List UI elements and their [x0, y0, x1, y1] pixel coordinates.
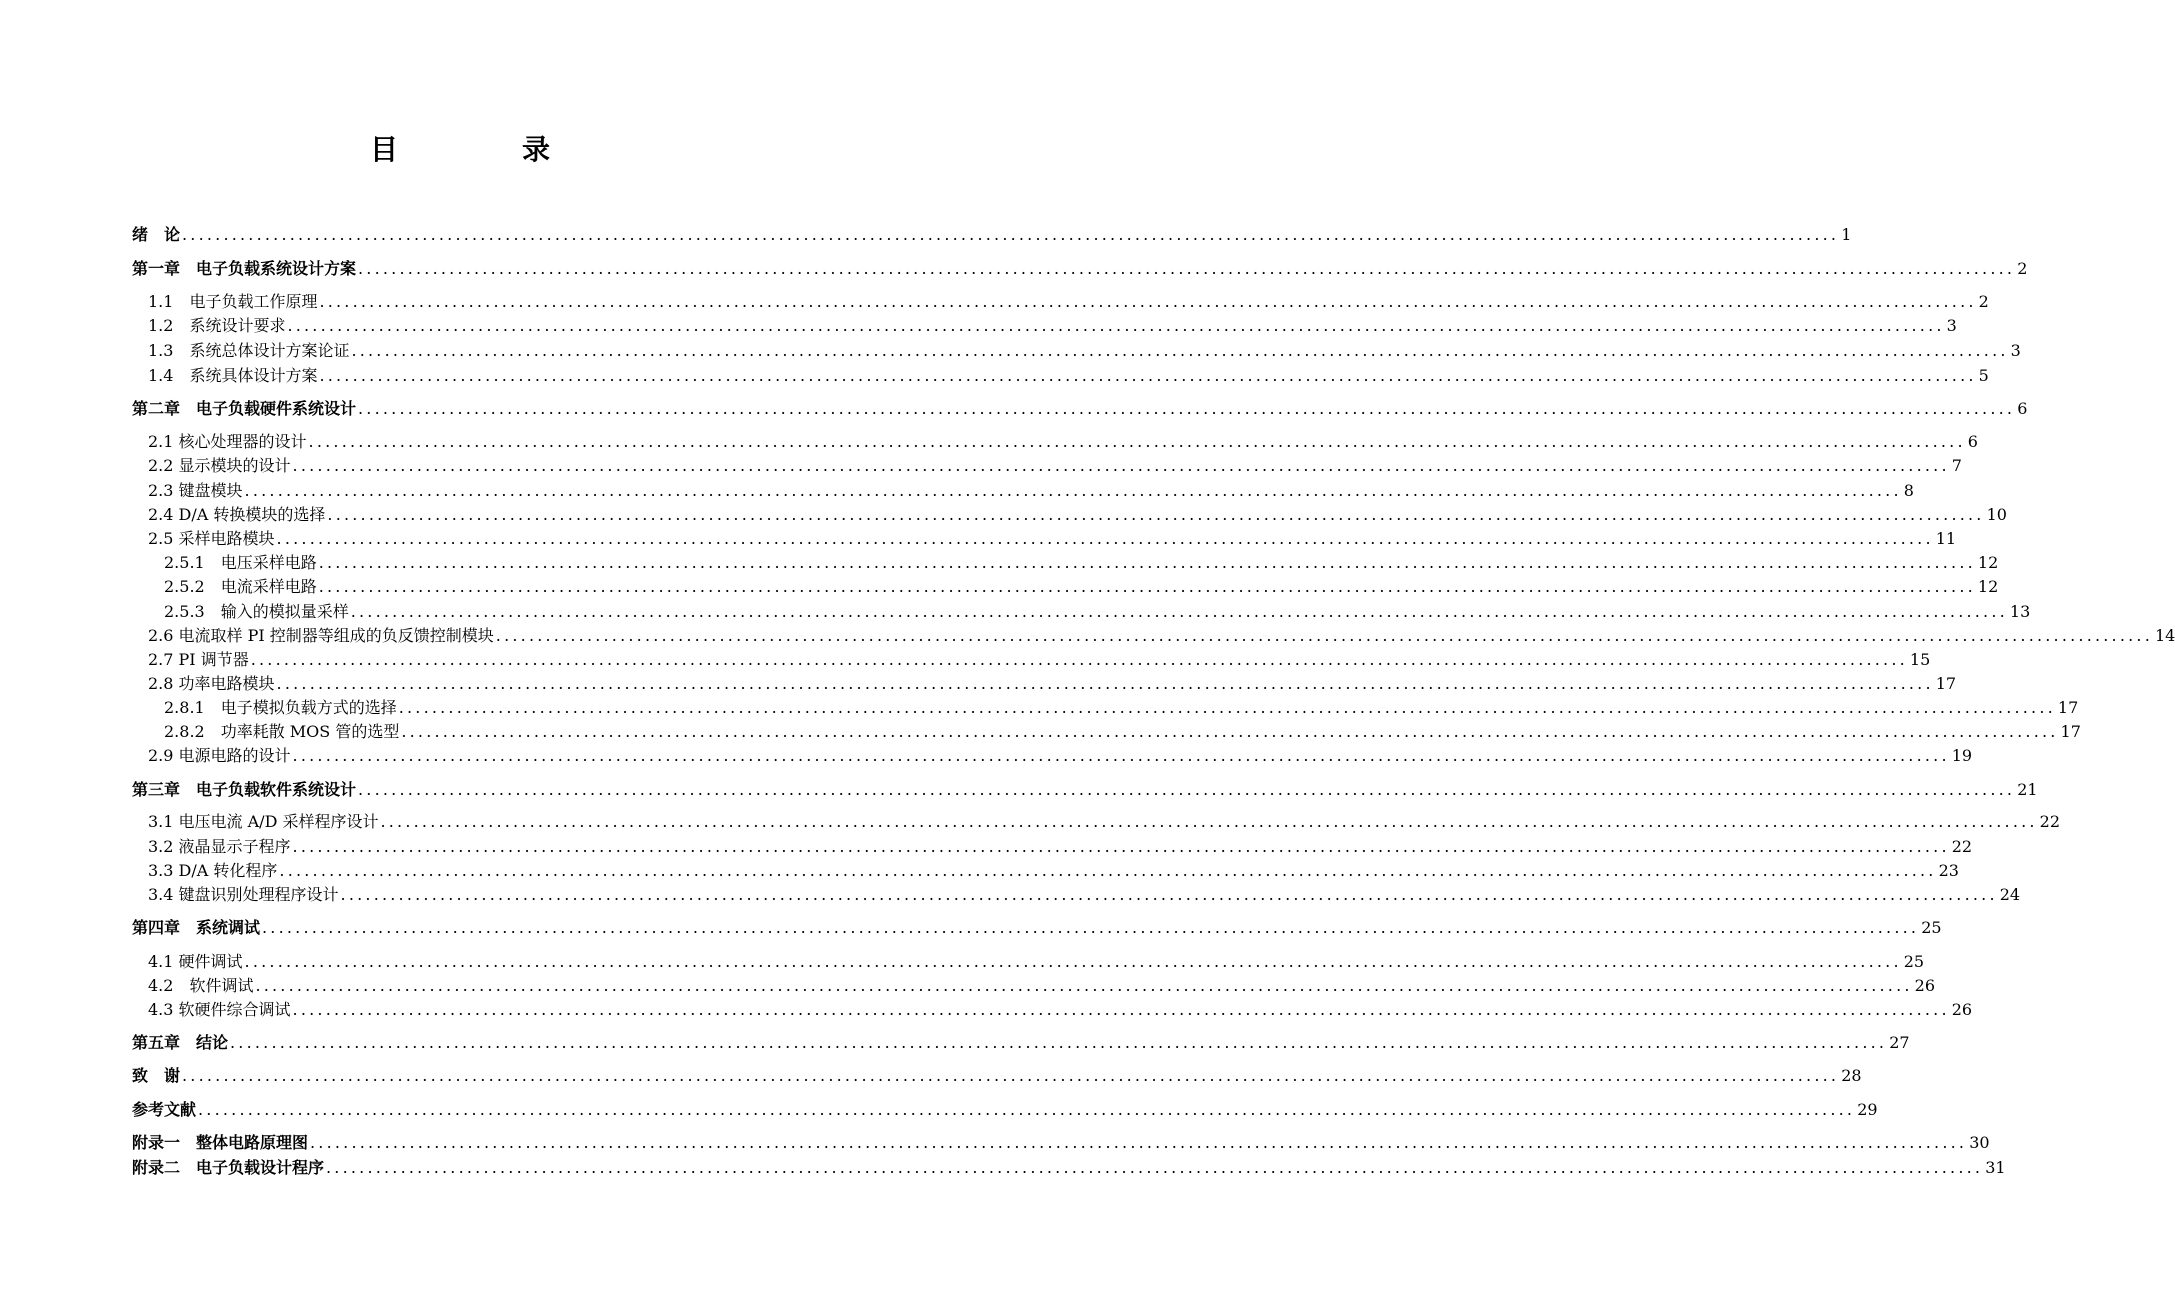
- dot-leader: ........................................................................................................................................................................................................: [319, 292, 1977, 311]
- toc-entry-page-number: 23: [1938, 861, 1959, 880]
- dot-leader: ........................................................................................................................................................................................................: [310, 1133, 1968, 1152]
- toc-entry[interactable]: [148, 337, 2021, 361]
- toc-entry-title: 2.2 显示模块的设计: [148, 456, 291, 475]
- toc-entry[interactable]: [148, 312, 1957, 336]
- toc-entry[interactable]: [148, 288, 1989, 312]
- toc-entry-page-number: 27: [1889, 1033, 1910, 1052]
- toc-entry-page-number: 3: [1946, 316, 1957, 335]
- dot-leader: ........................................................................................................................................................................................................: [327, 505, 1985, 524]
- toc-entry-title: 4.2 软件调试: [148, 976, 254, 995]
- toc-entry[interactable]: [164, 598, 2031, 622]
- dot-leader: ........................................................................................................................................................................................................: [318, 553, 1976, 572]
- toc-entry-page-number: 21: [2017, 780, 2038, 799]
- toc-entry-title: 3.4 键盘识别处理程序设计: [148, 885, 339, 904]
- toc-entry-page-number: 3: [2010, 341, 2021, 360]
- toc-entry[interactable]: [148, 808, 2061, 832]
- toc-entry-title: 1.2 系统设计要求: [148, 316, 286, 335]
- toc-entry-title: 2.5.1 电压采样电路: [164, 553, 317, 572]
- toc-entry[interactable]: [164, 573, 1999, 597]
- toc-entry-page-number: 1: [1841, 225, 1852, 244]
- toc-entry-title: 3.1 电压电流 A/D 采样程序设计: [148, 812, 379, 831]
- toc-entry[interactable]: [148, 646, 1931, 670]
- dot-leader: ........................................................................................................................................................................................................: [292, 456, 1950, 475]
- dot-leader: ........................................................................................................................................................................................................: [358, 259, 2016, 278]
- toc-entry[interactable]: [132, 221, 1852, 245]
- toc-entry-page-number: 10: [1986, 505, 2007, 524]
- toc-entry[interactable]: [164, 718, 2081, 742]
- toc-entry[interactable]: [148, 362, 1989, 386]
- toc-entry-title: 附录二 电子负载设计程序: [132, 1158, 325, 1177]
- toc-entry-title: 2.9 电源电路的设计: [148, 746, 291, 765]
- toc-entry-page-number: 15: [1909, 650, 1931, 669]
- dot-leader: ........................................................................................................................................................................................................: [358, 780, 2016, 799]
- toc-entry-page-number: 14: [2154, 626, 2175, 645]
- dot-leader: ........................................................................................................................................................................................................: [198, 1100, 1856, 1119]
- toc-entry-title: 绪 论: [132, 225, 181, 244]
- toc-entry[interactable]: [148, 477, 1914, 501]
- toc-entry[interactable]: [132, 776, 2038, 800]
- toc-entry-title: 1.1 电子负载工作原理: [148, 292, 318, 311]
- toc-entry-page-number: 25: [1921, 918, 1942, 937]
- toc-entry-title: 2.3 键盘模块: [148, 481, 243, 500]
- toc-entry-page-number: 24: [1999, 885, 2021, 904]
- toc-entry-page-number: 25: [1903, 952, 1925, 971]
- toc-entry[interactable]: [148, 742, 1973, 766]
- dot-leader: ........................................................................................................................................................................................................: [292, 746, 1950, 765]
- toc-entry-page-number: 2: [2017, 259, 2028, 278]
- dot-leader: ........................................................................................................................................................................................................: [276, 674, 1934, 693]
- toc-entry-title: 1.4 系统具体设计方案: [148, 366, 318, 385]
- dot-leader: ........................................................................................................................................................................................................: [292, 837, 1950, 856]
- toc-entry-page-number: 26: [1914, 976, 1935, 995]
- toc-entry-title: 2.5 采样电路模块: [148, 529, 275, 548]
- toc-entry[interactable]: [148, 881, 2021, 905]
- dot-leader: ........................................................................................................................................................................................................: [182, 225, 1840, 244]
- dot-leader: ........................................................................................................................................................................................................: [230, 1033, 1888, 1052]
- toc-entry-title: 3.2 液晶显示子程序: [148, 837, 291, 856]
- dot-leader: ........................................................................................................................................................................................................: [262, 918, 1920, 937]
- toc-entry-title: 2.8.2 功率耗散 MOS 管的选型: [164, 722, 400, 741]
- toc-entry-title: 2.4 D/A 转换模块的选择: [148, 505, 326, 524]
- dot-leader: ........................................................................................................................................................................................................: [182, 1066, 1840, 1085]
- toc-entry[interactable]: [132, 1096, 1878, 1120]
- dot-leader: ........................................................................................................................................................................................................: [398, 698, 2056, 717]
- dot-leader: ........................................................................................................................................................................................................: [244, 481, 1902, 500]
- dot-leader: ........................................................................................................................................................................................................: [318, 577, 1976, 596]
- toc-entry-page-number: 26: [1951, 1000, 1973, 1019]
- toc-entry-title: 2.5.3 输入的模拟量采样: [164, 602, 349, 621]
- toc-entry[interactable]: [148, 670, 1957, 694]
- toc-entry-title: 第二章 电子负载硬件系统设计: [132, 399, 357, 418]
- page-title: 目 录: [369, 133, 598, 166]
- dot-leader: ........................................................................................................................................................................................................: [350, 602, 2008, 621]
- toc-entry[interactable]: [148, 857, 1959, 881]
- dot-leader: ........................................................................................................................................................................................................: [279, 861, 1937, 880]
- dot-leader: ........................................................................................................................................................................................................: [326, 1158, 1984, 1177]
- toc-entry-page-number: 2: [1978, 292, 1989, 311]
- toc-entry-title: 第五章 结论: [132, 1033, 229, 1052]
- toc-entry[interactable]: [148, 972, 1935, 996]
- toc-entry-page-number: 8: [1903, 481, 1914, 500]
- toc-entry[interactable]: [132, 1029, 1910, 1053]
- toc-entry-title: 2.5.2 电流采样电路: [164, 577, 317, 596]
- toc-entry-page-number: 22: [2039, 812, 2061, 831]
- toc-entry-title: 4.1 硬件调试: [148, 952, 243, 971]
- toc-entry-title: 致 谢: [132, 1066, 181, 1085]
- toc-entry-page-number: 31: [1985, 1158, 2006, 1177]
- toc-entry-title: 第三章 电子负载软件系统设计: [132, 780, 357, 799]
- toc-entry-title: 第四章 系统调试: [132, 918, 261, 937]
- toc-entry-page-number: 12: [1977, 577, 1999, 596]
- dot-leader: ........................................................................................................................................................................................................: [358, 399, 2016, 418]
- dot-leader: ........................................................................................................................................................................................................: [255, 976, 1913, 995]
- dot-leader: ........................................................................................................................................................................................................: [319, 366, 1977, 385]
- toc-entry-page-number: 17: [2057, 698, 2079, 717]
- dot-leader: ........................................................................................................................................................................................................: [351, 341, 2009, 360]
- toc-entry-title: 4.3 软硬件综合调试: [148, 1000, 291, 1019]
- toc-entry-page-number: 7: [1951, 456, 1962, 475]
- toc-entry[interactable]: [132, 1129, 1990, 1153]
- toc-entry[interactable]: [148, 501, 2007, 525]
- toc-entry[interactable]: [148, 948, 1925, 972]
- toc-entry-title: 2.8 功率电路模块: [148, 674, 275, 693]
- toc-entry-title: 1.3 系统总体设计方案论证: [148, 341, 350, 360]
- dot-leader: ........................................................................................................................................................................................................: [276, 529, 1934, 548]
- toc-entry-title: 2.7 PI 调节器: [148, 650, 249, 669]
- toc-entry[interactable]: [148, 833, 1973, 857]
- toc-entry[interactable]: [132, 1062, 1862, 1086]
- toc-entry[interactable]: [148, 428, 1978, 452]
- dot-leader: ........................................................................................................................................................................................................: [244, 952, 1902, 971]
- toc-entry[interactable]: [148, 452, 1962, 476]
- dot-leader: ........................................................................................................................................................................................................: [495, 626, 2153, 645]
- dot-leader: ........................................................................................................................................................................................................: [380, 812, 2038, 831]
- toc-entry[interactable]: [132, 914, 1942, 938]
- toc-entry[interactable]: [132, 395, 2028, 419]
- toc-entry-page-number: 22: [1951, 837, 1973, 856]
- toc-entry[interactable]: [132, 255, 2028, 279]
- dot-leader: ........................................................................................................................................................................................................: [292, 1000, 1950, 1019]
- toc-entry-page-number: 17: [1935, 674, 1957, 693]
- toc-entry-title: 2.1 核心处理器的设计: [148, 432, 307, 451]
- toc-entry-page-number: 6: [1967, 432, 1978, 451]
- toc-entry[interactable]: [164, 549, 1999, 573]
- dot-leader: ........................................................................................................................................................................................................: [340, 885, 1998, 904]
- toc-entry-page-number: 17: [2060, 722, 2081, 741]
- toc-entry-page-number: 28: [1841, 1066, 1862, 1085]
- toc-entry-page-number: 11: [1935, 529, 1957, 548]
- toc-entry[interactable]: [148, 525, 1957, 549]
- toc-entry-title: 附录一 整体电路原理图: [132, 1133, 309, 1152]
- dot-leader: ........................................................................................................................................................................................................: [250, 650, 1908, 669]
- toc-entry[interactable]: [164, 694, 2079, 718]
- toc-entry-page-number: 29: [1857, 1100, 1878, 1119]
- dot-leader: ........................................................................................................................................................................................................: [287, 316, 1945, 335]
- toc-entry-page-number: 13: [2009, 602, 2031, 621]
- toc-entry-page-number: 19: [1951, 746, 1973, 765]
- toc-entry-title: 3.3 D/A 转化程序: [148, 861, 278, 880]
- toc-entry-title: 参考文献: [132, 1100, 197, 1119]
- dot-leader: ........................................................................................................................................................................................................: [401, 722, 2059, 741]
- toc-entry[interactable]: [148, 622, 2175, 646]
- toc-entry[interactable]: [148, 996, 1973, 1020]
- toc-entry-page-number: 30: [1969, 1133, 1990, 1152]
- toc-entry-title: 第一章 电子负载系统设计方案: [132, 259, 357, 278]
- toc-entry-page-number: 12: [1977, 553, 1999, 572]
- toc-entry[interactable]: [132, 1154, 2006, 1178]
- toc-entry-title: 2.6 电流取样 PI 控制器等组成的负反馈控制模块: [148, 626, 494, 645]
- dot-leader: ........................................................................................................................................................................................................: [308, 432, 1966, 451]
- toc-entry-title: 2.8.1 电子模拟负载方式的选择: [164, 698, 397, 717]
- toc-entry-page-number: 5: [1978, 366, 1989, 385]
- toc-entry-page-number: 6: [2017, 399, 2028, 418]
